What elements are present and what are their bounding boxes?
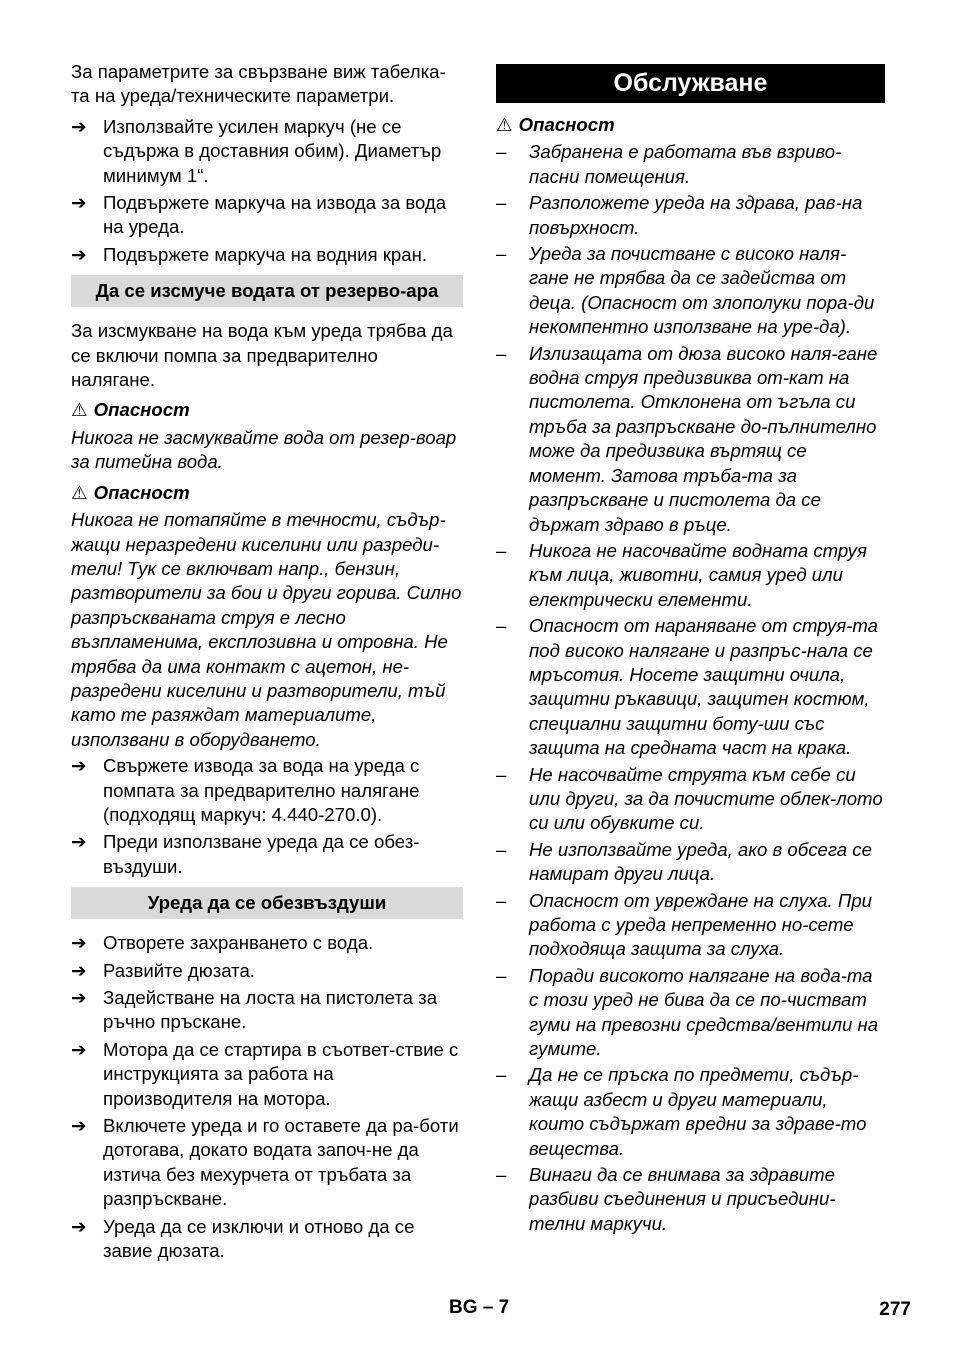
connection-steps	[71, 115, 463, 267]
suction-text: За изсмукване на вода към уреда трябва да се включи помпа за предварително налягане.	[71, 320, 453, 391]
left-column	[71, 60, 463, 1266]
section-heading-suction: Да се изсмуче водата от резерво-ара	[71, 275, 463, 307]
right-column	[496, 60, 885, 1238]
arrow-right-icon: ➔	[71, 115, 87, 137]
danger-text: Никога не засмуквайте вода от резер-воар за питейна вода.	[71, 426, 457, 473]
arrow-right-icon: ➔	[71, 932, 87, 954]
list-item: – Никога не насочвайте водната струя към лица, животни, самия уред или електрически елементи.	[496, 539, 867, 610]
list-item: ➔ Задействане на лоста на пистолета за ръчно пръскане.	[71, 987, 438, 1033]
arrow-right-icon: ➔	[71, 831, 87, 853]
danger-heading: ⚠ Опасност	[71, 399, 190, 421]
page-number: 277	[879, 1299, 911, 1320]
arrow-right-icon: ➔	[71, 1038, 87, 1060]
list-item: ➔ Уреда да се изключи и отново да се завие дюзата.	[71, 1215, 415, 1262]
footer-language-page: BG – 7	[449, 1297, 510, 1318]
arrow-right-icon: ➔	[71, 192, 87, 214]
section-heading-venting: Уреда да се обезвъздуши	[71, 887, 463, 919]
danger-text: Никога не потапяйте в течности, съдър-жащи неразредени киселини или разреди-тели! Тук се включват напр., бензин, разтворители за бои и други горива. Силно разпръскваната струя е лесно възпламенима, експлозивна и отровна. Не трябва да има контакт с ацетон, не-разредени киселини и разтворители, тъй като те разяждат материалите, използвани в оборудването.	[71, 509, 462, 750]
list-item: – Не използвайте уреда, ако в обсега се намират други лица.	[496, 838, 872, 885]
list-item: – Не насочвайте струята към себе си или други, за да почистите облек-лото си или обувките си.	[496, 763, 883, 834]
list-item: ➔ Мотора да се стартира в съответ-ствие с инструкцията за работа на производителя на мотора.	[71, 1038, 459, 1109]
danger-heading: ⚠ Опасност	[71, 481, 190, 503]
venting-steps	[71, 931, 463, 1263]
list-item: ➔ Свържете извода за вода на уреда с помпата за предварително налягане (подходящ маркуч: 4.440-270.0).	[71, 755, 420, 825]
arrow-right-icon: ➔	[71, 1215, 87, 1237]
list-item: – Разположете уреда на здрава, рав-на повърхност.	[496, 192, 863, 238]
warning-triangle-icon: ⚠	[71, 481, 88, 503]
arrow-right-icon: ➔	[71, 755, 87, 777]
list-item: ➔ Включете уреда и го оставете да ра-боти дотогава, докато водата започ-не да изтича без мехурчета от тръбата за разпръскване.	[71, 1115, 459, 1210]
intro-text: За параметрите за свързване виж табелка-та на уреда/техническите параметри.	[71, 61, 446, 107]
pump-steps	[71, 754, 463, 879]
list-item: – Уреда за почистване с високо наля-гане не трябва да се задейства от деца. (Опасност от злополуки пора-ди некомпентно използване на уре-да).	[496, 243, 875, 338]
list-item: ➔ Подвържете маркуча на водния кран.	[71, 243, 463, 267]
list-item: ➔ Отворете захранването с вода.	[71, 931, 463, 955]
safety-list	[496, 140, 885, 1236]
list-item: ➔ Преди използване уреда да се обез-въздуши.	[71, 831, 420, 877]
warning-triangle-icon: ⚠	[496, 114, 513, 135]
list-item: – Да не се пръска по предмети, съдър-жащи азбест и други материали, които съдържат вредни за здраве-то вещества.	[496, 1064, 867, 1159]
arrow-right-icon: ➔	[71, 243, 87, 265]
list-item: – Опасност от увреждане на слуха. При работа с уреда непременно но-сете подходяща защита за слуха.	[496, 889, 873, 960]
arrow-right-icon: ➔	[71, 959, 87, 981]
list-item: – Поради високото налягане на вода-та с този уред не бива да се по-чистват гуми на превозни средства/вентили на гумите.	[496, 964, 879, 1060]
arrow-right-icon: ➔	[71, 1115, 87, 1137]
list-item: ➔ Подвържете маркуча на извода за вода на уреда.	[71, 192, 447, 238]
arrow-right-icon: ➔	[71, 987, 87, 1008]
list-item: – Винаги да се внимава за здравите разбиви съединения и присъедини-телни маркучи.	[496, 1164, 836, 1234]
list-item: – Излизащата от дюза високо наля-гане водна струя предизвиква от-кат на пистолета. Отклонена от ъгъла си тръба за разпръскване до-пълнително може да предизвика въртящ се момент. Затова тръба-та за разпръскване и пистолета да се държат здраво в ръце.	[496, 342, 878, 535]
warning-triangle-icon: ⚠	[71, 399, 88, 421]
list-item: – Забранена е работата във взриво-пасни помещения.	[496, 141, 842, 187]
chapter-title: Обслужване	[496, 64, 885, 103]
list-item: – Опасност от нараняване от струя-та под високо налягане и разпръс-нала се мръсотия. Носете защитни очила, защитни ръкавици, защитен костюм, специални защитни боту-ши със защита на средната част на крака.	[496, 615, 878, 759]
list-item: ➔ Използвайте усилен маркуч (не се съдържа в доставния обим). Диаметър минимум 1“.	[71, 115, 442, 186]
danger-heading: ⚠ Опасност	[496, 114, 615, 135]
list-item: ➔ Развийте дюзата.	[71, 959, 463, 983]
